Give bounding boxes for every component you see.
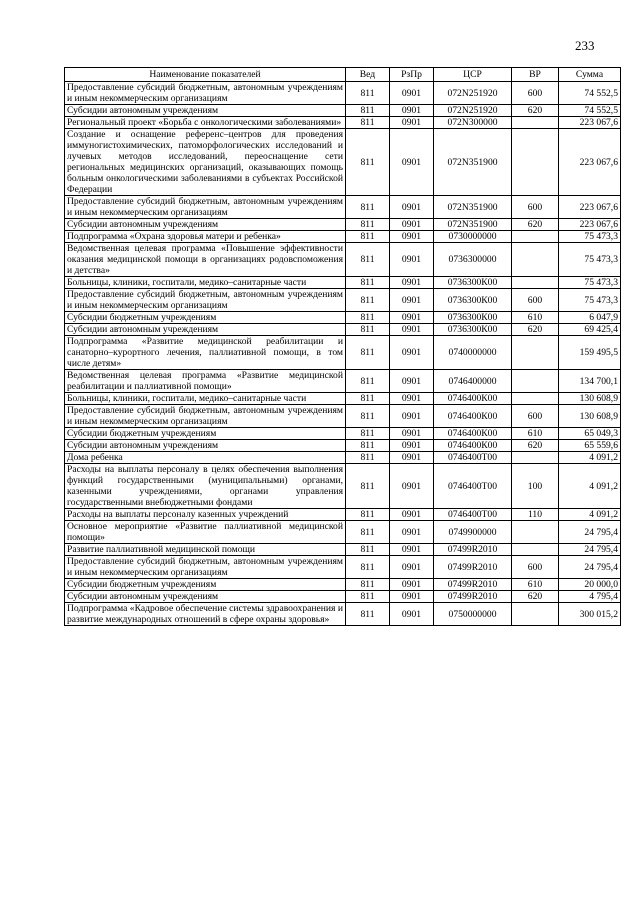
- cell-vr: 110: [512, 509, 559, 521]
- cell-name: Расходы на выплаты персоналу казенных учреждений: [65, 509, 346, 521]
- cell-vr: 620: [512, 324, 559, 336]
- cell-rzpr: 0901: [390, 370, 434, 393]
- cell-csr: 0746400Т00: [434, 464, 512, 509]
- cell-sum: 24 795,4: [559, 544, 621, 556]
- cell-ved: 811: [346, 289, 390, 312]
- cell-name: Субсидии бюджетным учреждениям: [65, 428, 346, 440]
- header-name: Наименование показателей: [65, 68, 346, 82]
- cell-name: Предоставление субсидий бюджетным, автономным учреждениям и иным некоммерческим организациям: [65, 289, 346, 312]
- cell-name: Субсидии автономным учреждениям: [65, 324, 346, 336]
- cell-ved: 811: [346, 464, 390, 509]
- cell-ved: 811: [346, 231, 390, 243]
- table-row: [65, 231, 621, 243]
- cell-vr: 620: [512, 591, 559, 603]
- cell-vr: 100: [512, 464, 559, 509]
- cell-csr: 0736300К00: [434, 324, 512, 336]
- cell-vr: 610: [512, 579, 559, 591]
- table-row: [65, 393, 621, 405]
- budget-table: [64, 67, 621, 626]
- table-row: [65, 312, 621, 324]
- cell-sum: 65 049,3: [559, 428, 621, 440]
- cell-csr: 0746400Т00: [434, 452, 512, 464]
- cell-csr: 0746400К00: [434, 428, 512, 440]
- cell-ved: 811: [346, 243, 390, 277]
- cell-name: Предоставление субсидий бюджетным, автономным учреждениям и иным некоммерческим организациям: [65, 196, 346, 219]
- cell-ved: 811: [346, 324, 390, 336]
- cell-sum: 159 495,5: [559, 336, 621, 370]
- table-row: [65, 440, 621, 452]
- table-row: [65, 370, 621, 393]
- cell-csr: 072N351900: [434, 219, 512, 231]
- cell-vr: 600: [512, 196, 559, 219]
- cell-name: Развитие паллиативной медицинской помощи: [65, 544, 346, 556]
- cell-ved: 811: [346, 452, 390, 464]
- cell-rzpr: 0901: [390, 196, 434, 219]
- cell-sum: 223 067,6: [559, 129, 621, 196]
- cell-sum: 4 091,2: [559, 464, 621, 509]
- cell-csr: 0746400000: [434, 370, 512, 393]
- cell-rzpr: 0901: [390, 464, 434, 509]
- cell-ved: 811: [346, 370, 390, 393]
- cell-rzpr: 0901: [390, 129, 434, 196]
- cell-csr: 0749900000: [434, 521, 512, 544]
- cell-sum: 24 795,4: [559, 556, 621, 579]
- table-row: [65, 405, 621, 428]
- cell-name: Региональный проект «Борьба с онкологическими заболеваниями»: [65, 117, 346, 129]
- cell-csr: 0746400Т00: [434, 509, 512, 521]
- cell-csr: 072N300000: [434, 117, 512, 129]
- cell-name: Субсидии бюджетным учреждениям: [65, 312, 346, 324]
- cell-rzpr: 0901: [390, 521, 434, 544]
- cell-csr: 0740000000: [434, 336, 512, 370]
- table-row: [65, 579, 621, 591]
- cell-vr: [512, 277, 559, 289]
- cell-rzpr: 0901: [390, 452, 434, 464]
- cell-rzpr: 0901: [390, 405, 434, 428]
- cell-rzpr: 0901: [390, 603, 434, 626]
- cell-name: Подпрограмма «Охрана здоровья матери и ребенка»: [65, 231, 346, 243]
- cell-name: Больницы, клиники, госпитали, медико–санитарные части: [65, 393, 346, 405]
- cell-ved: 811: [346, 82, 390, 105]
- cell-csr: 07499R2010: [434, 591, 512, 603]
- table-row: [65, 603, 621, 626]
- cell-sum: 4 795,4: [559, 591, 621, 603]
- cell-rzpr: 0901: [390, 579, 434, 591]
- cell-csr: 072N351900: [434, 129, 512, 196]
- header-ved: Вед: [346, 68, 390, 82]
- cell-vr: [512, 231, 559, 243]
- cell-vr: [512, 521, 559, 544]
- cell-ved: 811: [346, 129, 390, 196]
- table-row: [65, 452, 621, 464]
- cell-name: Предоставление субсидий бюджетным, автономным учреждениям и иным некоммерческим организациям: [65, 556, 346, 579]
- cell-rzpr: 0901: [390, 219, 434, 231]
- cell-csr: 07499R2010: [434, 544, 512, 556]
- table-row: [65, 129, 621, 196]
- cell-rzpr: 0901: [390, 82, 434, 105]
- cell-name: Создание и оснащение референс–центров для проведения иммуногистохимических, патоморфологических исследований и лучевых методов исследований, переоснащение сети региональных медицинских организаций, оказывающих помощь больным онкологическими заболеваниями в субъектах Российской Федерации: [65, 129, 346, 196]
- table-row: [65, 219, 621, 231]
- table-row: [65, 509, 621, 521]
- cell-name: Расходы на выплаты персоналу в целях обеспечения выполнения функций государственными (муниципальными) органами, казенными учреждениями, органами управления государственными внебюджетными фондами: [65, 464, 346, 509]
- cell-sum: 134 700,1: [559, 370, 621, 393]
- cell-sum: 223 067,6: [559, 196, 621, 219]
- cell-ved: 811: [346, 312, 390, 324]
- cell-rzpr: 0901: [390, 324, 434, 336]
- cell-vr: [512, 452, 559, 464]
- cell-csr: 07499R2010: [434, 556, 512, 579]
- cell-ved: 811: [346, 219, 390, 231]
- cell-name: Субсидии автономным учреждениям: [65, 440, 346, 452]
- cell-sum: 74 552,5: [559, 82, 621, 105]
- cell-csr: 0746400К00: [434, 405, 512, 428]
- cell-ved: 811: [346, 393, 390, 405]
- cell-sum: 75 473,3: [559, 277, 621, 289]
- cell-ved: 811: [346, 336, 390, 370]
- table-row: [65, 324, 621, 336]
- header-csr: ЦСР: [434, 68, 512, 82]
- cell-sum: 75 473,3: [559, 289, 621, 312]
- cell-name: Субсидии автономным учреждениям: [65, 219, 346, 231]
- cell-vr: 600: [512, 289, 559, 312]
- table-row: [65, 521, 621, 544]
- cell-sum: 24 795,4: [559, 521, 621, 544]
- cell-ved: 811: [346, 440, 390, 452]
- cell-ved: 811: [346, 428, 390, 440]
- table-row: [65, 591, 621, 603]
- cell-rzpr: 0901: [390, 336, 434, 370]
- cell-name: Предоставление субсидий бюджетным, автономным учреждениям и иным некоммерческим организациям: [65, 405, 346, 428]
- cell-ved: 811: [346, 544, 390, 556]
- cell-csr: 0746400К00: [434, 440, 512, 452]
- cell-csr: 0736300К00: [434, 312, 512, 324]
- cell-vr: [512, 544, 559, 556]
- cell-name: Субсидии автономным учреждениям: [65, 105, 346, 117]
- cell-rzpr: 0901: [390, 393, 434, 405]
- cell-vr: [512, 370, 559, 393]
- cell-csr: 072N251920: [434, 105, 512, 117]
- cell-ved: 811: [346, 591, 390, 603]
- cell-ved: 811: [346, 556, 390, 579]
- cell-ved: 811: [346, 603, 390, 626]
- cell-sum: 300 015,2: [559, 603, 621, 626]
- table-row: [65, 196, 621, 219]
- cell-vr: [512, 603, 559, 626]
- cell-name: Предоставление субсидий бюджетным, автономным учреждениям и иным некоммерческим организациям: [65, 82, 346, 105]
- cell-name: Субсидии бюджетным учреждениям: [65, 579, 346, 591]
- cell-vr: [512, 117, 559, 129]
- cell-vr: 610: [512, 428, 559, 440]
- table-row: [65, 556, 621, 579]
- cell-csr: 072N251920: [434, 82, 512, 105]
- cell-vr: 610: [512, 312, 559, 324]
- cell-ved: 811: [346, 105, 390, 117]
- cell-name: Основное мероприятие «Развитие паллиативной медицинской помощи»: [65, 521, 346, 544]
- table-row: [65, 243, 621, 277]
- table-row: [65, 464, 621, 509]
- cell-vr: [512, 393, 559, 405]
- header-sum: Сумма: [559, 68, 621, 82]
- cell-sum: 65 559,6: [559, 440, 621, 452]
- cell-ved: 811: [346, 405, 390, 428]
- cell-name: Ведомственная целевая программа «Развитие медицинской реабилитации и паллиативной помощи»: [65, 370, 346, 393]
- cell-ved: 811: [346, 196, 390, 219]
- cell-csr: 072N351900: [434, 196, 512, 219]
- cell-ved: 811: [346, 521, 390, 544]
- cell-vr: [512, 243, 559, 277]
- cell-name: Больницы, клиники, госпитали, медико–санитарные части: [65, 277, 346, 289]
- cell-rzpr: 0901: [390, 312, 434, 324]
- cell-vr: [512, 129, 559, 196]
- cell-rzpr: 0901: [390, 428, 434, 440]
- cell-rzpr: 0901: [390, 591, 434, 603]
- cell-csr: 0736300К00: [434, 277, 512, 289]
- cell-vr: 600: [512, 405, 559, 428]
- cell-csr: 0736300000: [434, 243, 512, 277]
- cell-sum: 69 425,4: [559, 324, 621, 336]
- cell-rzpr: 0901: [390, 289, 434, 312]
- table-row: [65, 117, 621, 129]
- cell-sum: 130 608,9: [559, 393, 621, 405]
- cell-vr: [512, 336, 559, 370]
- cell-rzpr: 0901: [390, 556, 434, 579]
- cell-vr: 620: [512, 440, 559, 452]
- cell-sum: 130 608,9: [559, 405, 621, 428]
- page-number: 233: [575, 38, 595, 53]
- header-vr: ВР: [512, 68, 559, 82]
- cell-sum: 75 473,3: [559, 231, 621, 243]
- cell-sum: 223 067,6: [559, 219, 621, 231]
- cell-name: Дома ребенка: [65, 452, 346, 464]
- cell-sum: 6 047,9: [559, 312, 621, 324]
- cell-csr: 0750000000: [434, 603, 512, 626]
- cell-sum: 4 091,2: [559, 509, 621, 521]
- table-row: [65, 289, 621, 312]
- cell-rzpr: 0901: [390, 117, 434, 129]
- table-row: [65, 544, 621, 556]
- cell-ved: 811: [346, 117, 390, 129]
- cell-rzpr: 0901: [390, 277, 434, 289]
- cell-rzpr: 0901: [390, 509, 434, 521]
- cell-vr: 620: [512, 105, 559, 117]
- cell-vr: 600: [512, 556, 559, 579]
- cell-ved: 811: [346, 579, 390, 591]
- cell-sum: 75 473,3: [559, 243, 621, 277]
- cell-name: Подпрограмма «Кадровое обеспечение системы здравоохранения и развитие международных отношений в сфере охраны здоровья»: [65, 603, 346, 626]
- cell-rzpr: 0901: [390, 231, 434, 243]
- cell-name: Субсидии автономным учреждениям: [65, 591, 346, 603]
- cell-sum: 223 067,6: [559, 117, 621, 129]
- table-body: [65, 82, 621, 626]
- cell-sum: 4 091,2: [559, 452, 621, 464]
- cell-csr: 07499R2010: [434, 579, 512, 591]
- table-header-row: [65, 68, 621, 82]
- cell-ved: 811: [346, 277, 390, 289]
- cell-sum: 74 552,5: [559, 105, 621, 117]
- cell-rzpr: 0901: [390, 243, 434, 277]
- cell-rzpr: 0901: [390, 544, 434, 556]
- table-row: [65, 428, 621, 440]
- cell-sum: 20 000,0: [559, 579, 621, 591]
- cell-name: Подпрограмма «Развитие медицинской реабилитации и санаторно–курортного лечения, паллиативной помощи, в том числе детям»: [65, 336, 346, 370]
- table-row: [65, 277, 621, 289]
- cell-csr: 0736300К00: [434, 289, 512, 312]
- header-rzpr: РзПр: [390, 68, 434, 82]
- cell-vr: 620: [512, 219, 559, 231]
- cell-rzpr: 0901: [390, 105, 434, 117]
- cell-ved: 811: [346, 509, 390, 521]
- cell-rzpr: 0901: [390, 440, 434, 452]
- table-row: [65, 105, 621, 117]
- cell-csr: 0746400К00: [434, 393, 512, 405]
- cell-vr: 600: [512, 82, 559, 105]
- table-row: [65, 336, 621, 370]
- cell-csr: 0730000000: [434, 231, 512, 243]
- table-row: [65, 82, 621, 105]
- cell-name: Ведомственная целевая программа «Повышение эффективности оказания медицинской помощи в организациях родовспоможения и детства»: [65, 243, 346, 277]
